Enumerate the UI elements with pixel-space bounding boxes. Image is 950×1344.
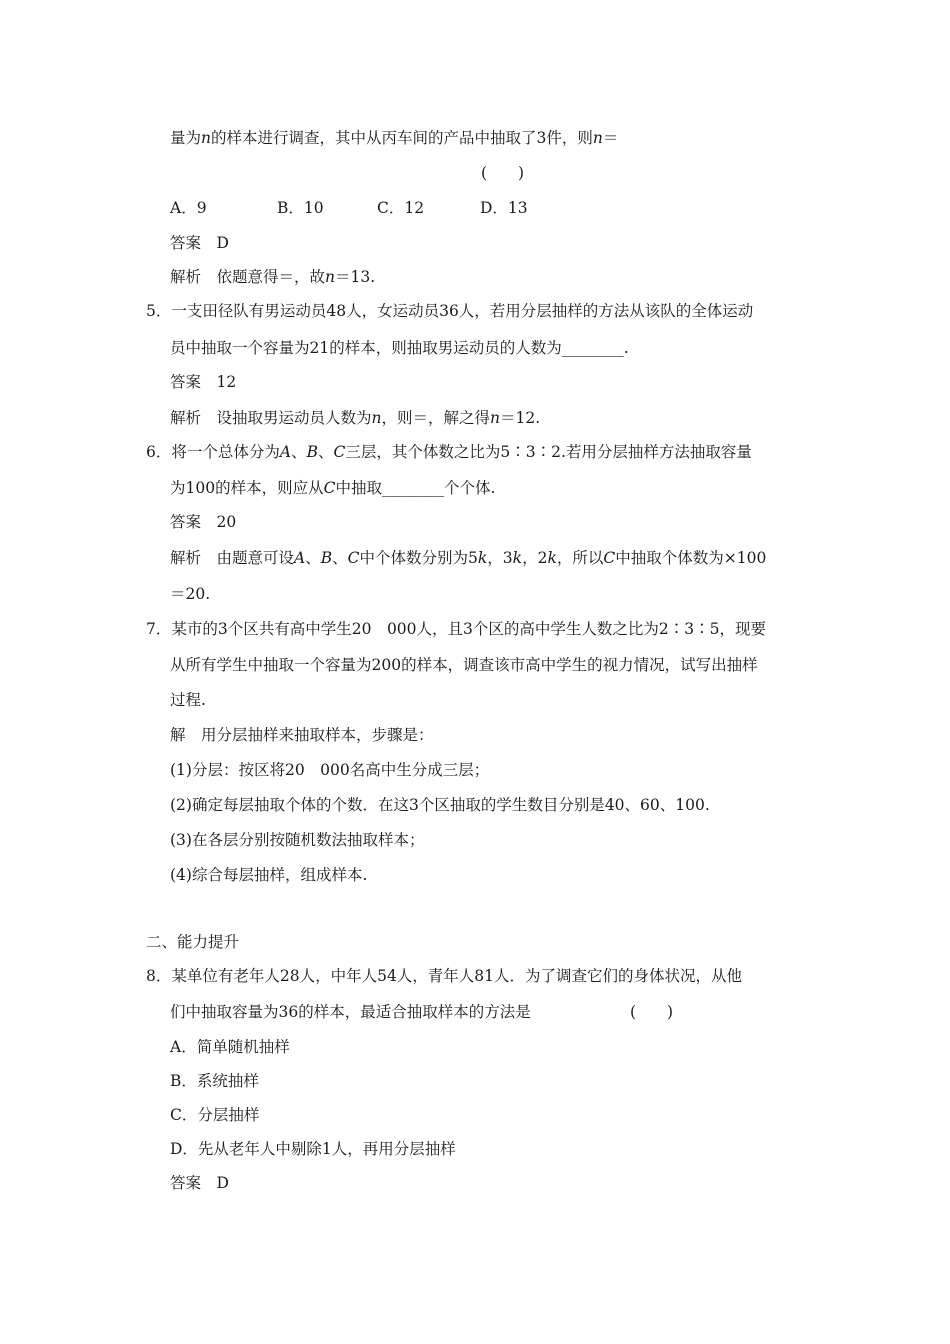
q5-stem-line2: 员中抽取一个容量为21的样本，则抽取男运动员的人数为________. — [170, 339, 629, 357]
section-heading: 二、能力提升 — [146, 933, 240, 951]
q4-choice-a: A．9 — [170, 199, 207, 217]
q4-choice-b: B．10 — [277, 199, 324, 217]
var-n: n — [490, 409, 500, 427]
var-n: n — [325, 268, 335, 286]
var-n: n — [201, 129, 211, 147]
q6-stem-line1: 6．将一个总体分为A、B、C三层，其个体数之比为5∶3∶2.若用分层抽样方法抽取容量 — [146, 443, 752, 461]
var-n: n — [592, 129, 603, 147]
q8-stem-line1: 8．某单位有老年人28人，中年人54人，青年人81人．为了调查它们的身体状况，从他 — [146, 967, 743, 985]
q6-answer: 答案 20 — [170, 513, 237, 531]
q4-answer: 答案 D — [170, 234, 229, 252]
q6-stem-line2: 为100的样本，则应从C中抽取________个个体. — [170, 479, 496, 497]
q8-option-b: B．系统抽样 — [170, 1072, 259, 1090]
q4-choice-d: D．13 — [480, 199, 528, 217]
q8-stem-line2: 们中抽取容量为36的样本，最适合抽取样本的方法是 — [170, 1003, 531, 1021]
q5-answer: 答案 12 — [170, 373, 237, 391]
q7-stem-line1: 7．某市的3个区共有高中学生20 000人，且3个区的高中学生人数之比为2∶3∶5，现要 — [146, 620, 766, 638]
q7-step-4: (4)综合每层抽样，组成样本. — [170, 866, 368, 884]
q7-step-2: (2)确定每层抽取个体的个数．在这3个区抽取的学生数目分别是40、60、100. — [170, 796, 710, 814]
q8-answer-paren: ( ) — [630, 1003, 674, 1021]
q4-continuation: 量为n的样本进行调查，其中从丙车间的产品中抽取了3件，则n＝ — [170, 129, 619, 147]
q8-option-c: C．分层抽样 — [170, 1106, 260, 1124]
q7-step-3: (3)在各层分别按随机数法抽取样本； — [170, 831, 425, 849]
q4-analysis: 解析 依题意得＝，故n＝13. — [170, 268, 376, 286]
q5-stem-line1: 5．一支田径队有男运动员48人，女运动员36人，若用分层抽样的方法从该队的全体运动 — [146, 302, 754, 320]
q7-stem-line3: 过程. — [170, 691, 206, 709]
var-n: n — [371, 409, 382, 427]
q4-answer-paren: ( ) — [481, 164, 525, 182]
q7-solution: 解 用分层抽样来抽取样本，步骤是： — [170, 726, 434, 744]
q6-analysis-line2: ＝20. — [170, 585, 211, 603]
q4-choice-c: C．12 — [377, 199, 425, 217]
q8-answer: 答案 D — [170, 1174, 229, 1192]
q8-option-a: A．简单随机抽样 — [170, 1038, 290, 1056]
q7-stem-line2: 从所有学生中抽取一个容量为200的样本，调查该市高中学生的视力情况，试写出抽样 — [170, 656, 758, 674]
q7-step-1: (1)分层：按区将20 000名高中生分成三层； — [170, 761, 490, 779]
q5-analysis: 解析 设抽取男运动员人数为n，则＝，解之得n＝12. — [170, 409, 541, 427]
q8-option-d: D．先从老年人中剔除1人，再用分层抽样 — [170, 1140, 456, 1158]
q6-analysis-line1: 解析 由题意可设A、B、C中个体数分别为5k，3k，2k，所以C中抽取个体数为×100 — [170, 549, 767, 567]
